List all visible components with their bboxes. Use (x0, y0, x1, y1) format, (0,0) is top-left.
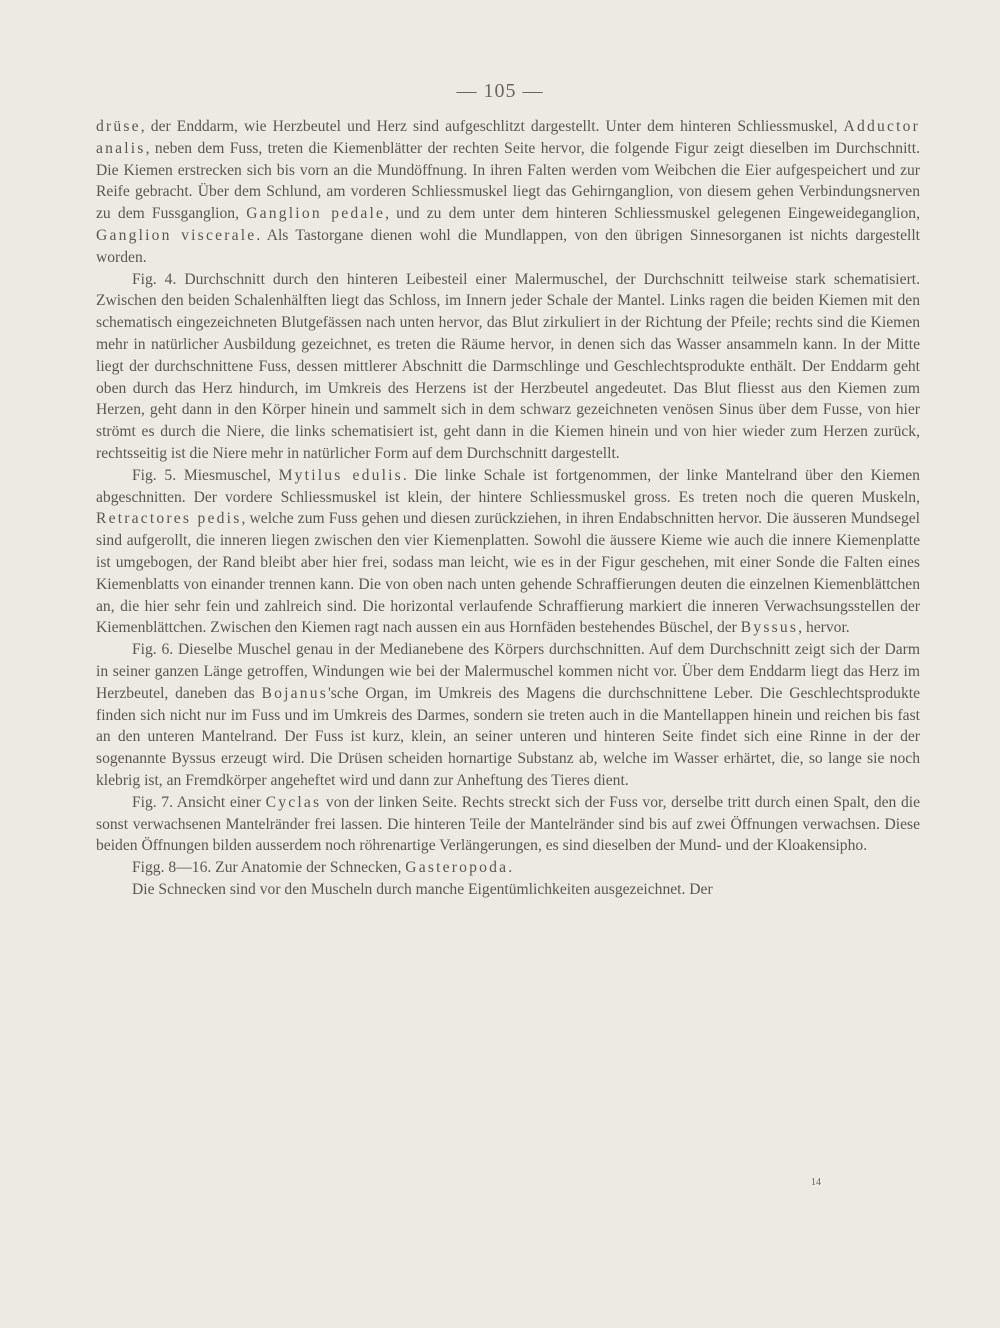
paragraph-fig-6 (96, 639, 920, 792)
text-run: Fig. 5. Miesmuschel, (132, 466, 279, 484)
page-number: — 105 — (456, 80, 544, 102)
paragraph-fig-7 (96, 792, 920, 857)
text-run: 'sche Organ, im Umkreis des Magens die durchschnittene Leber. Die Geschlechtsprodukte finden sich nicht nur im Fuss und im Umkreis des Darmes, sondern sie treten auch in die Mantellappen hinein und reichen bis fast an den unteren Mantelrand. Der Fuss ist kurz, klein, an seiner unteren und hinteren Seite findet sich eine Rinne in der der sogenannte Byssus erzeugt wird. Die Drüsen scheiden hornartige Substanz ab, welche im Wasser erhärtet, die, so lange sie noch klebrig ist, an Fremdkörper angeheftet wird und dann zur Anheftung des Tieres dient. (96, 684, 921, 789)
paragraph-fig-5 (96, 465, 920, 639)
text-run: , und zu dem unter dem hinteren Schliessmuskel gelegenen Eingeweideganglion, (385, 205, 920, 223)
spaced-term: Bojanus (261, 684, 328, 702)
signature-mark: 14 (811, 1177, 821, 1188)
body-text (96, 116, 920, 901)
text-run: Fig. 6. Dieselbe Muschel genau in der Medianebene des Körpers durchschnitten. Auf dem Durchschnitt zeigt sich der Darm in seiner ganzen Länge getroffen, Windungen wie bei der Malermuschel kommen nicht vor. Über dem Enddarm liegt das Herz im Herzbeutel, daneben das (96, 641, 920, 702)
paragraph-drüse (96, 116, 920, 269)
spaced-term: drüse (96, 118, 141, 135)
paragraph-fig-4 (96, 269, 920, 465)
paragraph-schnecken (96, 879, 920, 901)
text-run: , welche zum Fuss gehen und diesen zurückziehen, in ihren Endabschnitten hervor. Die äusseren Mundsegel sind aufgerollt, die inneren liegen zwischen den vier Kiemenplatten. Sowohl die äussere Kieme wie auch die innere Kiemenplatte ist umgebogen, der Rand bleibt aber hier frei, sodass man leicht, wie es in der Figur geschehen, mit einer Sonde die Falten eines Kiemenblatts von einander trennen kann. Die von oben nach unten gehende Schraffierungen deuten die einzelnen Kiemenblättchen an, die hier sehr fein und zahlreich sind. Die horizontal verlaufende Schraffierung markiert die inneren Verwachsungsstellen der Kiemenblättchen. Zwischen den Kiemen ragt nach aussen ein aus Hornfäden bestehendes Büschel, der (96, 510, 920, 637)
spaced-term: Adductor analis (96, 118, 920, 157)
paragraph-figg-8-16 (96, 857, 920, 879)
spaced-term: Gasteropoda (405, 859, 509, 877)
text-run: . Als Tastorgane dienen wohl die Mundlappen, von den übrigen Sinnesorganen ist nichts dargestellt worden. (96, 226, 920, 266)
spaced-term: Mytilus edulis (278, 466, 403, 484)
text-run: Fig. 4. Durchschnitt durch den hinteren Leibesteil einer Malermuschel, der Durchschnitt teilweise stark schematisiert. Zwischen den beiden Schalenhälften liegt das Schloss, im Innern jeder Schale der Mantel. Links ragen die beiden Kiemen mit den schematisch eingezeichneten Blutgefässen nach unten hervor, das Blut zirkuliert in der Richtung der Pfeile; rechts sind die Kiemen mehr in natürlicher Ausbildung gezeichnet, es treten die Räume hervor, in denen sich das Wasser ansammeln kann. In der Mitte liegt der durchschnittene Fuss, dessen mittlerer Abschnitt die Darmschlinge und Geschlechtsprodukte enthält. Der Enddarm geht oben durch das Herz hindurch, im Umkreis des Herzens ist der Herzbeutel angedeutet. Das Blut fliesst aus den Kiemen zum Herzen, geht dann in den Körper hinein und sammelt sich in dem schwarz gezeichneten venösen Sinus über dem Fusse, von hier strömt es durch die Niere, die links schematisiert ist, geht dann in die Kiemen hinein und von hier wieder zum Herzen zurück, rechtsseitig ist die Niere mehr in natürlicher Form auf dem Durchschnitt dargestellt. (96, 270, 920, 462)
text-run: . (508, 859, 513, 877)
spaced-term: Ganglion viscerale (96, 226, 257, 244)
spaced-term: Byssus (740, 619, 799, 637)
text-run: Figg. 8—16. Zur Anatomie der Schnecken, (132, 859, 406, 877)
text-run: Die Schnecken sind vor den Muscheln durch manche Eigentümlichkeiten ausgezeichnet. Der (132, 880, 713, 898)
text-run: . Die linke Schale ist fortgenommen, der linke Mantelrand über den Kiemen abgeschnitten. Der vordere Schliessmuskel ist klein, der hintere Schliessmuskel gross. Es treten noch die queren Muskeln, (96, 466, 920, 506)
text-run: , hervor. (798, 619, 850, 637)
text-run: , der Enddarm, wie Herzbeutel und Herz sind aufgeschlitzt dargestellt. Unter dem hinteren Schliessmuskel, (140, 118, 844, 135)
spaced-term: Retractores pedis (96, 510, 242, 528)
text-run: von der linken Seite. Rechts streckt sich der Fuss vor, derselbe tritt durch einen Spalt, den die sonst verwachsenen Mantelränder frei lassen. Die hinteren Teile der Mantelränder sind bis auf zwei Öffnungen verwachsen. Diese beiden Öffnungen bilden ausserdem noch röhrenartige Verlängerungen, es sind dieselben der Mund- und der Kloakensipho. (96, 793, 920, 855)
spaced-term: Cyclas (265, 793, 322, 811)
text-run: , neben dem Fuss, treten die Kiemenblätter der rechten Seite hervor, die folgende Figur zeigt dieselben im Durchschnitt. Die Kiemen erstrecken sich bis vorn an die Mundöffnung. In ihren Falten werden vom Weibchen die Eier aufgespeichert und zur Reife gebracht. Über dem Schlund, am vorderen Schliessmuskel liegt das Gehirnganglion, von diesem gehen Verbindungsnerven zu dem Fussganglion, (96, 139, 920, 223)
text-run: Fig. 7. Ansicht einer (132, 793, 266, 811)
spaced-term: Ganglion pedale (246, 205, 386, 223)
